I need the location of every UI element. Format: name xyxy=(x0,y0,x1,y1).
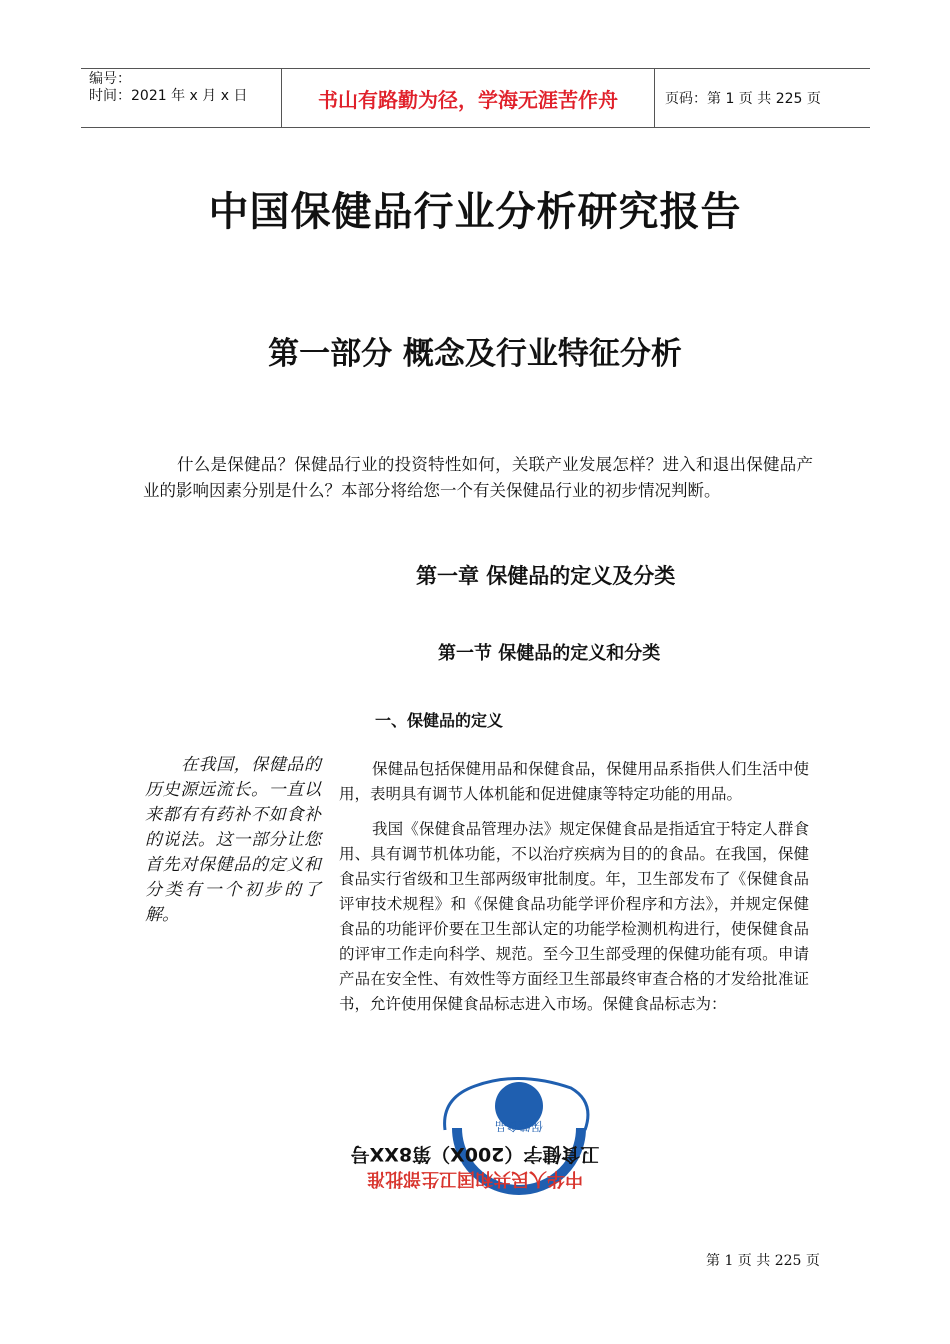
side-note: 在我国，保健品的历史源远流长。一直以来都有有药补不如食补的说法。这一部分让您首先对保健品的定义和分类有一个初步的了解。 xyxy=(145,755,321,925)
subsection-title: 一、保健品的定义 xyxy=(375,711,504,730)
body-paragraph: 保健品包括保健用品和保健食品，保健用品系指供人们生活中使用，表明具有调节人体机能和促进健康等特定功能的用品。 xyxy=(339,760,809,803)
header-motto: 书山有路勤为径，学海无涯苦作舟 xyxy=(282,69,655,127)
health-food-logo xyxy=(345,1058,605,1198)
number-label: 编号： xyxy=(89,71,131,87)
logo-approval-authority: 中华人民共和国卫生部批准 xyxy=(367,1168,583,1189)
logo-arc-text: 保健食品 xyxy=(494,1119,544,1133)
time-label: 时间：2021 年 x 月 x 日 xyxy=(89,88,248,104)
page-footer: 第 1 页 共 225 页 xyxy=(706,1253,820,1269)
chapter-title: 第一章 保健品的定义及分类 xyxy=(416,564,676,588)
body-paragraph: 我国《保健食品管理办法》规定保健食品是指适宜于特定人群食用、具有调节机体功能，不以治疗疾病为目的的食品。在我国，保健食品实行省级和卫生部两级审批制度。年，卫生部发布了《保健食品评审技术规程》和《保健食品功能学评价程序和方法》，并规定保健食品的功能评价要在卫生部认定的功能学检测机构进行，使保健食品的评审工作走向科学、规范。至今卫生部受理的保健功能有项。申请产品在安全性、有效性等方面经卫生部最终审查合格的才发给批准证书，允许使用保健食品标志进入市场。保健食品标志为： xyxy=(339,820,809,1013)
section-title: 第一节 保健品的定义和分类 xyxy=(438,643,661,664)
header-page-label: 页码：第 1 页 共 225 页 xyxy=(665,91,821,107)
intro-paragraph: 什么是保健品？保健品行业的投资特性如何，关联产业发展怎样？进入和退出保健品产业的影响因素分别是什么？本部分将给您一个有关保健品行业的初步情况判断。 xyxy=(143,455,813,500)
page-header xyxy=(81,68,870,128)
part-title: 第一部分 概念及行业特征分析 xyxy=(268,336,682,372)
header-meta xyxy=(81,69,282,127)
logo-approval-number: 卫食健字（200X）第8XX号 xyxy=(350,1143,600,1165)
document-title: 中国保健品行业分析研究报告 xyxy=(208,189,742,235)
body-text xyxy=(339,757,809,1027)
